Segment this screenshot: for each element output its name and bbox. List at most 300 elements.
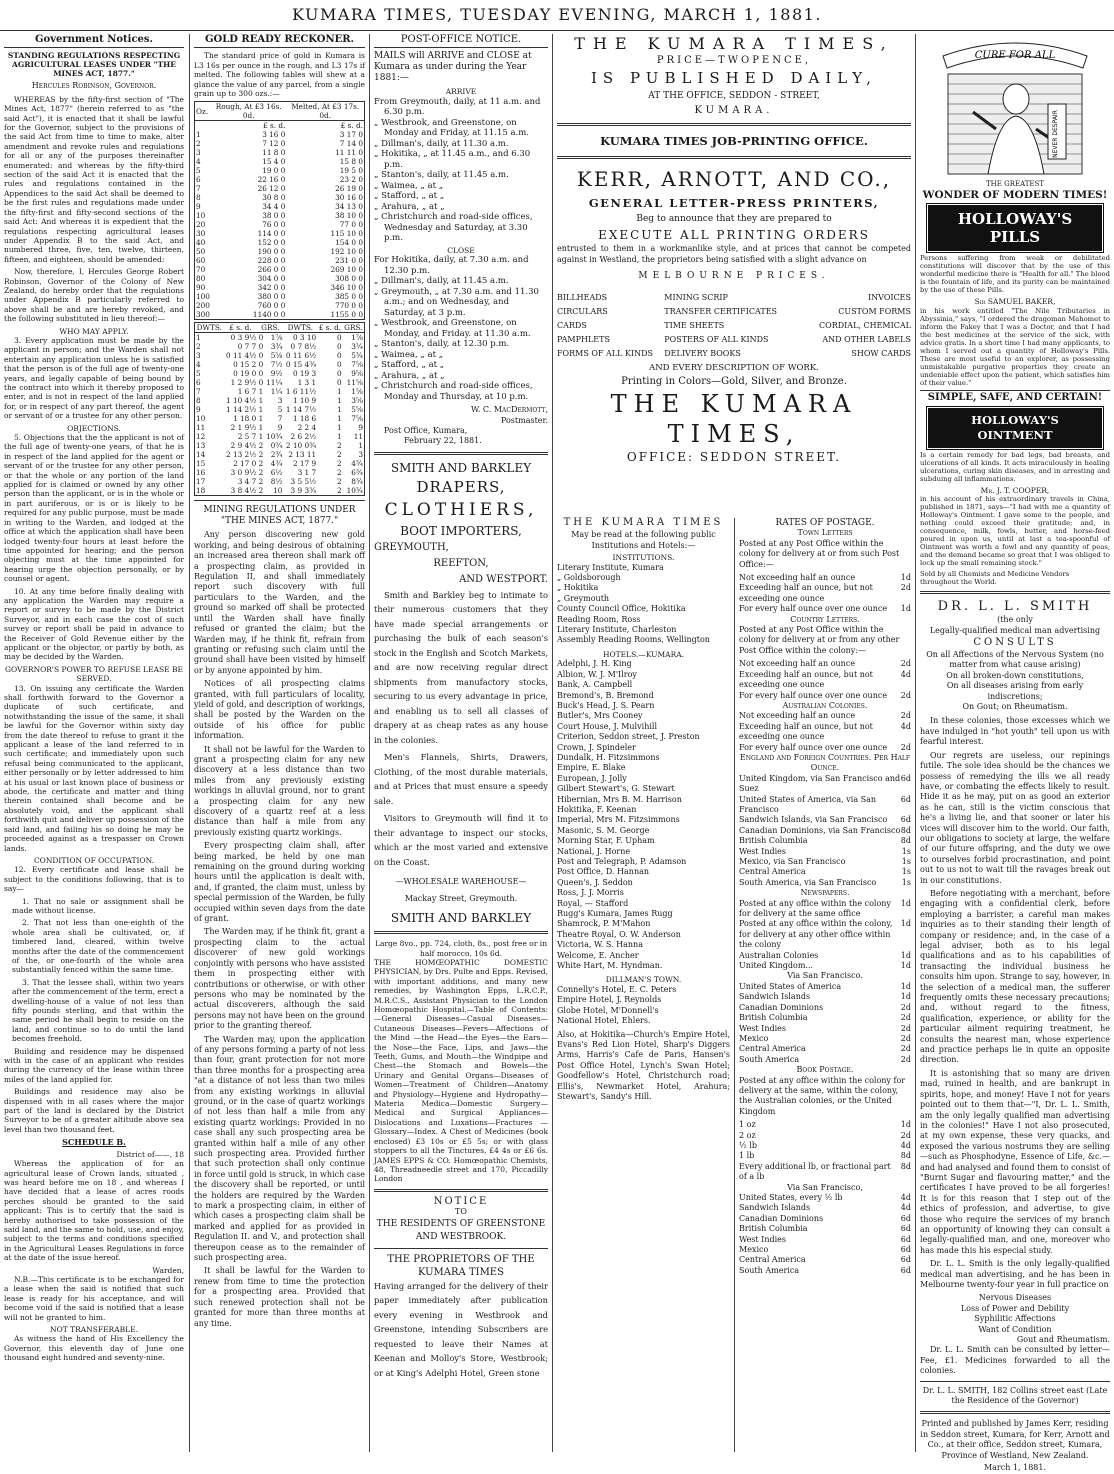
subheading: Country Letters. [790, 614, 860, 624]
subheading: INSTITUTIONS. [612, 553, 675, 563]
table-cell: 0 7 7 [237, 342, 257, 352]
table-cell: 38 10 0 [335, 211, 363, 221]
rate-label: Posted at any office within the colony, for delivery at any other office within the colony [739, 919, 893, 950]
list-item: Literary Institute, Kumara [557, 562, 664, 572]
rate-label: Central America [739, 867, 806, 877]
list-item: 1. That no sale or assignment shall be made without license. [12, 896, 184, 915]
table-cell: 0 19 3 [292, 369, 317, 379]
warden-signature: Warden, [152, 1265, 184, 1275]
list-item: Loss of Power and Debility [960, 1303, 1070, 1313]
table-header: GRS. [344, 323, 363, 333]
rate-label: Central America [739, 1044, 806, 1054]
table-cell: 0 15 4¾ [285, 360, 317, 370]
book-intro: Large 8vo., pp. 724, cloth, 8s., post free or in half morocco, 10s 6d. [374, 939, 548, 958]
table-cell: 5 [196, 166, 201, 176]
rate-row [739, 982, 911, 992]
table-cell: 100 [196, 292, 210, 302]
table-cell: 3 1 7 [297, 468, 317, 478]
table-cell: 2 17 0 [233, 459, 257, 469]
section-header: GOLD READY RECKONER. [194, 34, 365, 48]
paragraph: MAILS will ARRIVE and CLOSE at Kumara as under during the Year 1881:— [374, 51, 532, 84]
table-cell: 2 [196, 139, 201, 149]
table-cell: 3 8 4½ [230, 486, 257, 496]
list-item: Ross, J. J. Morris [557, 888, 624, 898]
units: £ s. d. [263, 121, 286, 131]
paragraph: The standard price of gold in Kumara is L3 16s per ounce in the rough, and L3 17s if melted. The following tables will shew at a glance the value of any parcel, from a single grain up to 300 ozs.:— [194, 51, 365, 99]
table-cell: 6 [196, 378, 201, 388]
table-cell: 11 [353, 432, 363, 442]
subheading: NOT TRANSFERABLE. [50, 1325, 138, 1334]
rate-value: 2d [900, 742, 911, 752]
paragraph: Is a certain remedy for bad legs, bad breasts, and ulcerations of all kinds. It acts miraculously in healing ulcerations, curing skin diseases, and in arresting and subduing all inflammations. [920, 450, 1110, 483]
table-cell: 1 14 2½ [225, 405, 257, 415]
rate-label: Mexico, via San Francisco [739, 857, 846, 866]
rate-row [739, 1255, 911, 1265]
table-cell: 2 1 9½ [230, 423, 257, 433]
rate-label: 2 oz [739, 1130, 756, 1140]
list-item: Literary Institute, Charleston [557, 625, 677, 635]
rate-label: Australian Colonies [739, 950, 819, 960]
job-item: DELIVERY BOOKS [664, 349, 741, 359]
rate-label: Sandwich Islands [739, 1203, 811, 1213]
job-item: BILLHEADS [557, 293, 608, 303]
table-cell: 2 [258, 486, 264, 496]
mail-schedule-item: „ Arahura, „ at „ [374, 201, 445, 212]
table-cell: 11¼ [266, 378, 283, 388]
advert-line: EXECUTE ALL PRINTING ORDERS [598, 228, 870, 242]
paragraph: N.B.—This certificate is to be exchanged for a lease when the said is notified that such lease is ready for his acceptance, and will become void if the said is notified that a lease will not be granted to him. [4, 1274, 184, 1322]
table-cell: 2 [336, 459, 342, 469]
rate-value: 2d [900, 690, 911, 700]
table-cell: 3 17 0 [339, 130, 363, 140]
table-cell: 2 17 9 [292, 459, 317, 469]
table-cell: 5 [196, 369, 201, 379]
list-item: Globe Hotel, M'Donnell's [557, 1005, 659, 1015]
rate-value: 1d [900, 961, 911, 971]
table-header: £ s. d. [229, 323, 252, 333]
table-cell: 1 [336, 405, 342, 415]
paragraph: 5. Objections that the the applicant is not of the full age of twenty-one years, of that he is in respect of the land applied for the agent or servant of or the trustee for any other person, or that the whole or any portion of the land applied for is claimed or owned by any other person than the applicant, or is in the whole or in part auriferous, or is or is likely to be required for any public purpose, must be made in writing to the Warden, and lodged at the office at which the application shall have been lodged twenty-four hours at least before the time appointed for hearing; and the person objecting must at the time appointed for hearing urge the objection personally, or by counsel or agent. [4, 433, 184, 584]
list-item: County Council Office, Hokitika [557, 604, 686, 614]
rate-row [739, 867, 911, 877]
table-cell: 342 0 0 [257, 283, 286, 293]
subheading: Town Letters [797, 528, 853, 538]
advert-line: GREYMOUTH, [374, 541, 449, 553]
list-item: „ Hokitika [557, 583, 599, 593]
list-item: Adelphi, J. H. King [557, 659, 632, 669]
list-item: Assembly Reading Rooms, Wellington [557, 635, 710, 645]
paragraph: Posted at any office within the colony for delivery at the same, within the colony, the Australian colonies, or the United Kingdom [739, 1075, 906, 1116]
paragraph: The Warden may, upon the application of any persons forming a party of not less than four, grant protection for not more than three months for a prospecting area "at a distance of not less than two miles from any existing workings in alluvial ground, or in the case of quartz workings of not less than half a mile from any existing quartz workings: Provided in no case shall any such prospecting area be granted within half a mile of any other such prospecting area. Provided further that such protection shall only continue in force until gold is struck, in which case the discovery shall be reported, or until the holders are required by the Warden to mark a prospecting claim, in either of which cases a prospecting claim shall be marked and applied for as provided in Regulation II. and V., and protection shall thereupon cease as to the remainder of such prospecting area. [194, 1034, 365, 1263]
table-row [195, 193, 365, 202]
list-item: Crown, J. Spindeler [557, 742, 636, 752]
advert-line: MELBOURNE PRICES. [638, 271, 830, 281]
mail-schedule-item: „ Westbrook, and Greenstone, on Monday and Friday, at 11.15 a.m. [374, 117, 530, 139]
list-item: White Hart, M. Hyndman. [557, 961, 663, 971]
list-item: Nervous Diseases [978, 1293, 1052, 1303]
paragraph: in his account of his extraordinary travels in China, published in 1871, says—"I had with me a quantity of Holloway's Ointment. I gave some to the people, and nothing could exceed their gratitude; and, in consequence, milk, fowls, butter, and horse-feed poured in upon us, until at last a tea-spoonful of Ointment was worth a fowl and any quantity of peas, and the demand became so great that I was obliged to lock up the small remaining stock." [920, 495, 1110, 568]
signature-title: Postmaster. [500, 415, 548, 425]
table-cell: 3 [196, 351, 201, 361]
table-row [195, 148, 365, 157]
list-item: „ Greymouth [557, 593, 610, 603]
table-cell: 3¾ [351, 342, 363, 352]
rate-label: British Columbia [739, 1224, 808, 1234]
advert-line: (the only [997, 615, 1033, 625]
table-cell: 2 [258, 450, 264, 460]
list-item: Empire Hotel, J. Reynolds [557, 995, 662, 1005]
mail-schedule-item: „ Christchurch and road-side offices, Wednesday and Saturday, at 3.30 p.m. [374, 212, 533, 244]
table-cell: 30 16 0 [335, 193, 363, 203]
rate-value: 6d [900, 1234, 911, 1244]
rate-row [739, 1214, 911, 1224]
rate-row [739, 774, 911, 795]
table-cell: 3 0 9½ [230, 468, 257, 478]
rate-label: Exceeding half an ounce, but not exceeding one ounce [739, 669, 873, 690]
table-row [195, 139, 365, 148]
paragraph: Dr. L. L. Smith can be consulted by letter—Fee, £1. Medicines forwarded to all the colonies. [920, 1345, 1110, 1376]
table-cell: 2 [336, 441, 342, 451]
rate-value: 2d [900, 583, 911, 593]
list-item: Syphilitic Affections [974, 1314, 1056, 1324]
table-cell: 2 [336, 450, 342, 460]
table-cell: 2 [258, 459, 264, 469]
table-cell: 1 [258, 414, 264, 424]
rate-label: West Indies [739, 1234, 786, 1244]
advert-line: TO [455, 1207, 467, 1217]
table-cell: 22 16 0 [257, 175, 286, 185]
table-row [195, 432, 365, 441]
paragraph: Notices of all prospecting claims granted, with full particulars of locality, yield of gold, and description of workings, shall be posted by the Warden on the outside of his office for public information. [194, 679, 366, 741]
rate-label: Sandwich Islands [739, 992, 811, 1002]
rate-row [739, 951, 911, 961]
rate-row [739, 604, 911, 614]
rate-value: 2d [900, 1044, 911, 1054]
mail-schedule-item: „ Dillman's, daily, at 11.30 a.m. [374, 138, 509, 149]
paragraph: Having arranged for the delivery of their paper immediately after publication every evening in Westbrook and Greenstone, intending Subscribers are requested to leave their Names at Keenan and Molloy's Store, Westbrook; or at King's Adelphi Hotel, Green stone [374, 1280, 548, 1378]
rate-label: West Indies [739, 846, 786, 856]
table-cell: 7⅝ [351, 414, 363, 424]
table-cell: 19 5 0 [339, 166, 363, 176]
table-cell: 2 5 7 [237, 432, 257, 442]
rate-label: United Kingdom, via San Francisco and Suez [739, 773, 901, 794]
list-item: Reading Room, Ross [557, 614, 641, 624]
table-cell: 0 [336, 333, 342, 343]
list-item: National, J. Horne [557, 846, 631, 856]
table-cell: 1 [358, 441, 363, 451]
paragraph: 12. Every certificate and lease shall be subject to the conditions following, that is to say— [4, 865, 184, 894]
table-cell: 1155 0 0 [330, 310, 363, 320]
rate-row [739, 1024, 911, 1034]
mail-schedule-item: „ Waimea, „ at „ [374, 180, 444, 191]
rate-row [739, 1044, 911, 1054]
imprint: Printed and published by James Kerr, residing in Seddon street, Kumara, for Kerr, Arnott and Co., at their office, Seddon street, Kumara, Province of Westland, New Zealand. [920, 1419, 1110, 1460]
advert-line: On all broken-down constitutions, [946, 670, 1084, 680]
table-cell: 0 11 6½ [285, 351, 317, 361]
table-cell: 12 [196, 432, 206, 442]
advert-line: BOOT IMPORTERS, [400, 523, 522, 538]
list-item: Rugg's Kumara, James Rugg [557, 909, 673, 919]
table-row [195, 265, 365, 274]
list-item: Gilbert Stewart's, G. Stewart [557, 784, 675, 794]
hygeia-engraving [928, 34, 1102, 179]
rate-row [739, 857, 911, 867]
rate-value: 1d [900, 604, 911, 614]
column-post-office [374, 34, 548, 1452]
table-cell: 115 10 0 [330, 229, 363, 239]
rate-label: Canadian Dominions [739, 1002, 824, 1012]
subheading: DILLMAN'S TOWN. [605, 975, 682, 985]
table-row [195, 202, 365, 211]
rate-value: 1s [901, 857, 911, 866]
column-rule [734, 518, 735, 1452]
advert-line: REEFTON, [433, 557, 489, 569]
rate-row [739, 1141, 911, 1151]
notice-signer: Hercules Robinson, Governor. [31, 81, 157, 91]
advert-title: DR. L. L. SMITH [937, 599, 1093, 615]
rate-value: 8d [900, 825, 911, 835]
table-row [195, 387, 365, 396]
list-item: Welcome, E. Ancher [557, 950, 639, 960]
table-cell: 2 13 2½ [225, 450, 257, 460]
rate-label: South America [739, 1265, 800, 1275]
advert-line: AT THE OFFICE, SEDDON - STREET, [648, 91, 820, 101]
table-cell: 18 [196, 486, 206, 496]
banner-text: CURE FOR ALL [974, 50, 1056, 61]
table-cell: 60 [196, 256, 206, 266]
table-cell: 1140 0 0 [252, 310, 286, 320]
rate-row [739, 1151, 911, 1161]
holloway-illustration [928, 34, 1102, 179]
job-row [557, 319, 911, 333]
table-cell: 0 [336, 378, 342, 388]
rate-row [739, 1131, 911, 1141]
table-cell: 7 14 0 [339, 139, 363, 149]
table-cell: 5¾ [351, 351, 363, 361]
table-cell: 1 [336, 423, 342, 433]
job-item: SHOW CARDS [851, 349, 911, 359]
rate-label: For every half ounce over one ounce [739, 690, 888, 700]
rate-label: Not exceeding half an ounce [739, 711, 856, 721]
table-cell: 2 13 11 [288, 450, 317, 460]
paragraph: Posted at any Post Office within the colony for delivery at or from such Post Office:— [739, 538, 900, 569]
paragraph: in his work entitled "The Nile Tributaries in Abyssinia," says, "I ordered the dragoman Mahomet to inform the Fakey that I was a Doctor, and that I had the best medicines at the service of the sick, with advice gratis. In a short time I had many applicants, to whom I served out a quantity of Holloway's Pills. These are most useful to an explorer, as possessing unmistakable purgative properties they create an undeniable effect upon the patient, which satisfies him of their value." [920, 306, 1110, 387]
paragraph: Building and residence may be dispensed with in the case of an applicant who resides during the currency of the lease within three miles of the land applied for. [4, 1046, 184, 1084]
rate-label: United States of America, via San Francisco [739, 794, 877, 814]
table-cell: 19 0 0 [262, 166, 286, 176]
list-item: 3. That the lessee shall, within two years after the commencement of the term, erect a dwelling-house of a value of not less than fifty pounds sterling, and that within the same period he shall begin to reside on the land, and continue so to do until the land becomes freehold. [12, 977, 184, 1044]
mail-schedule-item: „ Stanton's, daily, at 12.30 p.m. [374, 339, 510, 350]
mail-schedule-item: For Hokitika, daily, at 7.30 a.m. and 12.30 p.m. [374, 255, 529, 276]
table-row [195, 450, 365, 459]
rate-label: Posted at any office within the colony for delivery at the same office [739, 898, 891, 919]
table-cell: 3 5 5½ [290, 477, 317, 487]
job-item: PAMPHLETS [557, 335, 610, 345]
table-row [195, 238, 365, 247]
table-row [195, 369, 365, 378]
table-cell: 13 [196, 441, 206, 451]
rate-label: For every half ounce over one ounce [739, 742, 888, 752]
table-cell: 1⅞ [351, 333, 363, 343]
rate-row [739, 1055, 911, 1065]
job-item: INVOICES [868, 293, 911, 303]
section-header: RATES OF POSTAGE. [775, 518, 875, 528]
table-cell: 17 [196, 477, 206, 487]
table-row [195, 292, 365, 301]
table-cell: 1 [336, 432, 342, 442]
table-cell: 11⅝ [346, 378, 363, 388]
paragraph: Smith and Barkley beg to intimate to their numerous customers that they have made special arrangements or purchasing the bulk of each season's stock in the English and Scotch Markets, and are now receiving regular direct shipments from manufactory stocks, securing to us every advantage in price, and enabling us to sell all classes of drapery at as cheap rates as any house in the colonies. [374, 589, 548, 745]
list-item: Criterion, Seddon street, J. Preston [557, 732, 700, 742]
table-row [195, 175, 365, 184]
table-cell: 1 [258, 423, 264, 433]
job-item: FORMS OF ALL KINDS [557, 349, 653, 359]
table-cell: 7 [196, 387, 201, 397]
table-cell: 154 0 0 [335, 238, 363, 248]
subheading: CLOSE [447, 245, 475, 255]
section-header: Government Notices. [4, 34, 184, 48]
table-cell: 6½ [270, 468, 283, 478]
rate-value: 6d [900, 1265, 911, 1275]
table-cell: 1¼ [270, 387, 283, 397]
table-cell: 2 2 4 [297, 423, 317, 433]
table-row [195, 274, 365, 283]
rate-value: 2d [900, 1033, 911, 1043]
table-cell: 0 7 8½ [290, 342, 317, 352]
rate-label: ½ lb [739, 1140, 757, 1150]
paragraph: Now, therefore, I, Hercules George Robert Robinson, Governor of the Colony of New Zealand, do hereby order that the regulations under Appendix B particularly referred to above shall be and are hereby revoked, and the following substituted in lieu thereof:— [4, 267, 184, 324]
table-cell: 34 13 0 [335, 202, 363, 212]
paragraph: Buildings and residence may also be dispensed with in all cases where the major part of the land is declared by the District Surveyor to be of a greater altitude above sea level than two thousand feet. [4, 1087, 184, 1134]
table-cell: 0 19 0 [233, 369, 257, 379]
rate-value: 2d [900, 1023, 911, 1033]
mail-schedule-item: „ Stanton's, daily, at 11.45 a.m. [374, 170, 509, 181]
paragraph: Posted at any Post Office within the colony for delivery at or from any other Post Office within the colony:— [739, 625, 900, 655]
table-cell: 15 4 0 [262, 157, 286, 167]
table-cell: 10 [273, 486, 283, 496]
paragraph: Also, at Hokitika—Church's Empire Hotel, Evans's Red Lion Hotel, Sharp's Diggers Arms, Harris's Cafe de Paris, Hansen's Post Office Hotel, Lynch's Swan Hotel; Goodfellow's Hotel, Christchurch road; Ellis's, Newmarket Hotel, Arahura; Stewart's, Sandy's Hill. [557, 1029, 730, 1101]
schedule-heading: SCHEDULE B. [62, 1137, 126, 1148]
table-cell: 385 0 0 [335, 292, 363, 302]
table-cell: 40 [196, 238, 206, 248]
advert-line: OFFICE: SEDDON STREET. [626, 450, 842, 465]
subheading: WHO MAY APPLY. [59, 326, 129, 336]
rate-label: Exceeding half an ounce, but not exceeding one ounce [739, 583, 873, 603]
table-row [195, 441, 365, 450]
table-row [195, 459, 365, 468]
table-cell: 5⅝ [270, 351, 283, 361]
table-cell: 0 [258, 369, 264, 379]
table-row [195, 283, 365, 292]
list-item: Post and Telegraph, P. Adamson [557, 857, 687, 866]
table-cell: 2 9 4½ [230, 441, 257, 451]
table-cell: 76 0 0 [262, 220, 286, 230]
rate-value: 1d [900, 573, 911, 583]
table-cell: 3 16 0 [262, 130, 286, 140]
subheading: Via San Francisco, [787, 1182, 863, 1192]
table-cell: 4 [196, 360, 201, 370]
table-cell: 1 18 0 [233, 414, 257, 424]
paragraph: entrusted to them in a workmanlike style, and at prices that cannot be competed against in Westland, the proprietors being satisfied with a slight advance on [557, 244, 911, 264]
rate-row [739, 1193, 911, 1203]
table-cell: 9 [196, 405, 201, 415]
list-item: Want of Condition [978, 1324, 1052, 1334]
table-cell: 1 6 11½ [285, 387, 317, 397]
table-cell: 90 [196, 283, 206, 293]
subheading: HOTELS.—KUMARA. [602, 649, 685, 659]
paragraph: Dr. L. L. SMITH, 182 Collins street east (Late the Residence of the Governor) [922, 1385, 1108, 1406]
rate-row [739, 961, 911, 971]
table-header: DWTS. [196, 323, 222, 333]
table-row [195, 360, 365, 369]
paragraph: 10. At any time before finally dealing with any application the Warden may require a report or survey to be made by the District Surveyor, and in each case the cost of such survey or report shall be paid in advance to the Receiver of Gold Revenue either by the applicant or the objector, or partly by both, as may be decided by the Warden. [4, 586, 184, 662]
table-row [195, 211, 365, 220]
paragraph: Dr. L. L. Smith is the only legally-qualified medical man advertising, and he has been in Melbourne twenty-four year in full practice on [920, 1259, 1110, 1289]
paragraph: Any person discovering new gold working, and being desirous of obtaining an increased area thereon shall mark off a prospecting claim, as provided in Regulation II, and shall immediately report such discovery with full particulars to the Warden, and the ground so marked off shall be protected until the Warden shall have finally refused or granted the claim; but the Warden may, if he think fit, refrain from granting or refusing such claim until the ground shall have been visited by himself or by anyone appointed by him. [194, 530, 365, 675]
table-cell: 1 [258, 405, 264, 415]
table-cell: 0 [258, 342, 264, 352]
rate-label: Canadian Dominions, via San Francisco [739, 825, 901, 835]
list-item: Shamrock, P. M'Mahon [557, 919, 651, 929]
paragraph: May be read at the following public Institutions and Hotels:— [571, 530, 716, 550]
rate-row [739, 992, 911, 1002]
job-item: CUSTOM FORMS [838, 307, 911, 317]
table-cell: 9⅝ [351, 369, 363, 379]
rate-label: Not exceeding half an ounce [739, 573, 856, 583]
subheading: Via San Francisco. [787, 971, 863, 981]
table-cell: 80 [196, 274, 206, 284]
column-reading-places [557, 518, 730, 1452]
section-header: POST-OFFICE NOTICE. [374, 34, 548, 48]
advert-line: AND WESTPORT. [459, 573, 548, 585]
table-cell: 11 11 0 [335, 148, 363, 158]
table-cell: 11 [196, 423, 206, 433]
table-cell: 7 [277, 414, 283, 424]
subheading: Sir SAMUEL BAKER, [974, 297, 1056, 307]
table-cell: 308 0 0 [335, 274, 363, 284]
table-cell: 2 6 2½ [290, 432, 317, 442]
column-rule [189, 34, 190, 1452]
table-cell: 0 15 2 [233, 360, 257, 370]
advert-title: SMITH AND BARKLEY [390, 460, 532, 475]
table-cell: 0 [258, 378, 264, 388]
rate-label: United States, every ½ lb [739, 1193, 843, 1202]
rate-label: Central America [739, 1255, 806, 1265]
rate-row [739, 1013, 911, 1023]
kumara-times-advert [557, 34, 911, 514]
table-cell: 228 0 0 [257, 256, 286, 266]
imprint-date: March 1, 1881. [983, 1463, 1047, 1473]
place: Post Office, Kumara, [384, 426, 468, 436]
table-cell: 34 4 0 [262, 202, 286, 212]
advert-title: THE KUMARA TIMES, [610, 390, 858, 449]
table-header: Oz. [196, 106, 209, 116]
list-item: Albion, W. J. M'Ilroy [557, 669, 637, 679]
rate-value: 6d [900, 1224, 911, 1234]
rate-value: 6d [900, 815, 911, 825]
table-cell: 9½ [270, 369, 283, 379]
advert-line: Legally-qualified medical man advertising [929, 625, 1101, 635]
list-item: Queen's, J. Seddon [557, 877, 633, 887]
table-row [195, 157, 365, 166]
rate-row [739, 878, 911, 888]
table-cell: 304 0 0 [257, 274, 286, 284]
table-cell: 7 12 0 [262, 139, 286, 149]
rate-row [739, 795, 911, 816]
rate-row [739, 573, 911, 583]
table-cell: 77 0 0 [339, 220, 363, 230]
rate-row [739, 1120, 911, 1130]
